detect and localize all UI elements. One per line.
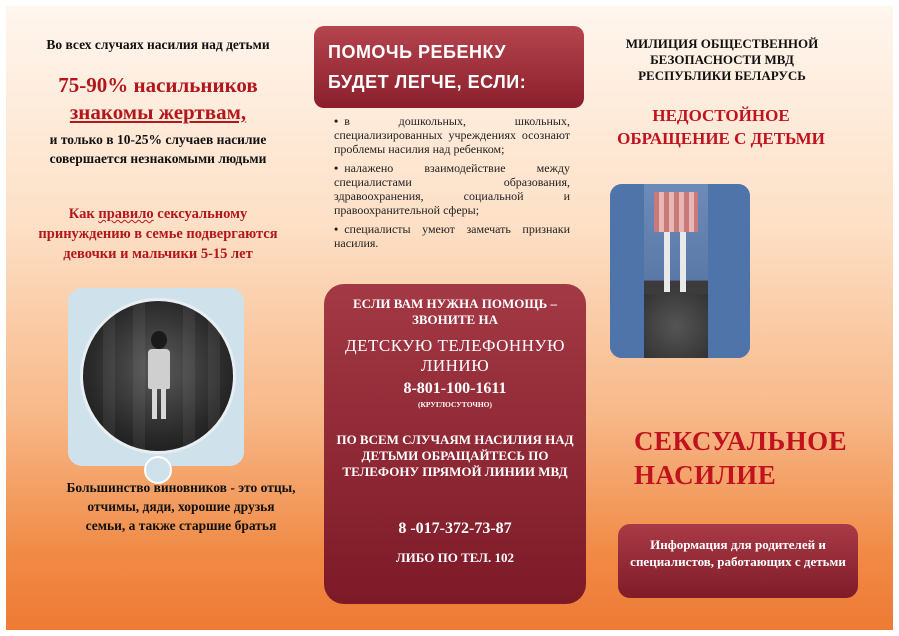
child-photo xyxy=(80,298,236,454)
statistic-line-2: знакомы жертвам, xyxy=(69,100,247,124)
list-item: • специалисты умеют замечать признаки насилия. xyxy=(334,222,570,250)
help-title-box xyxy=(314,26,584,108)
statistic-detail: и только в 10-25% случаев насилие совершается незнакомыми людьми xyxy=(49,132,267,166)
intro-text: Во всех случаях насилия над детьми xyxy=(46,37,270,52)
hotline-phone[interactable]: 8-801-100-1611 xyxy=(403,380,507,397)
brochure-subtitle: НЕДОСТОЙНОЕ ОБРАЩЕНИЕ С ДЕТЬМИ xyxy=(617,106,825,148)
hotline-box xyxy=(324,284,586,604)
curtain-fold xyxy=(208,301,220,451)
hotline-intro: ЕСЛИ ВАМ НУЖНА ПОМОЩЬ – ЗВОНИТЕ НА xyxy=(352,296,558,327)
help-title-line-2: БУДЕТ ЛЕГЧЕ, ЕСЛИ: xyxy=(328,72,527,92)
title-line-2: НАСИЛИЕ xyxy=(634,460,777,490)
help-title-line-1: ПОМОЧЬ РЕБЕНКУ xyxy=(328,42,507,62)
emergency-phone[interactable]: ЛИБО ПО ТЕЛ. 102 xyxy=(396,550,514,565)
statistic-line-1: 75-90% насильников xyxy=(58,73,258,97)
police-line-text: ПО ВСЕМ СЛУЧАЯМ НАСИЛИЯ НАД ДЕТЬМИ ОБРАЩАЙТЕСЬ ПО ТЕЛЕФОНУ ПРЯМОЙ ЛИНИИ МВД xyxy=(336,432,574,479)
cover-photo xyxy=(610,184,750,358)
police-phone[interactable]: 8 -017-372-73-87 xyxy=(398,520,512,537)
statistic-headline xyxy=(34,72,282,126)
audience-box xyxy=(618,524,858,598)
title-line-1: СЕКСУАЛЬНОЕ xyxy=(634,426,848,456)
list-item: • в дошкольных, школьных, специализированных учреждениях осознают проблемы насилия над ребенком; xyxy=(334,114,570,156)
list-item: • налажено взаимодействие между специалистами образования, здравоохранения, социальной и правоохранительной сферы; xyxy=(334,161,570,217)
brochure-page xyxy=(6,6,893,630)
underlined-word: правило xyxy=(98,206,154,222)
child-silhouette xyxy=(145,331,173,419)
curtain-fold xyxy=(183,301,195,451)
curtain-fold xyxy=(133,301,145,451)
brochure-title xyxy=(634,424,874,492)
age-statement: Как правило сексуальному принуждению в семье подвергаются девочки и мальчики 5-15 лет xyxy=(38,206,278,262)
audience-text: Информация для родителей и специалистов, работающих с детьми xyxy=(630,537,846,569)
curtain-fold xyxy=(103,301,115,451)
organization-name: МИЛИЦИЯ ОБЩЕСТВЕННОЙ БЕЗОПАСНОСТИ МВД РЕСПУБЛИКИ БЕЛАРУСЬ xyxy=(625,36,819,83)
hotline-hours: (КРУГЛОСУТОЧНО) xyxy=(417,400,493,409)
perpetrators-text: Большинство виновников - это отцы, отчимы, дяди, хорошие друзья семьи, а также старшие братья xyxy=(66,480,296,533)
help-conditions-list xyxy=(334,114,570,255)
hotline-name: ДЕТСКУЮ ТЕЛЕФОННУЮ ЛИНИЮ xyxy=(345,336,565,375)
